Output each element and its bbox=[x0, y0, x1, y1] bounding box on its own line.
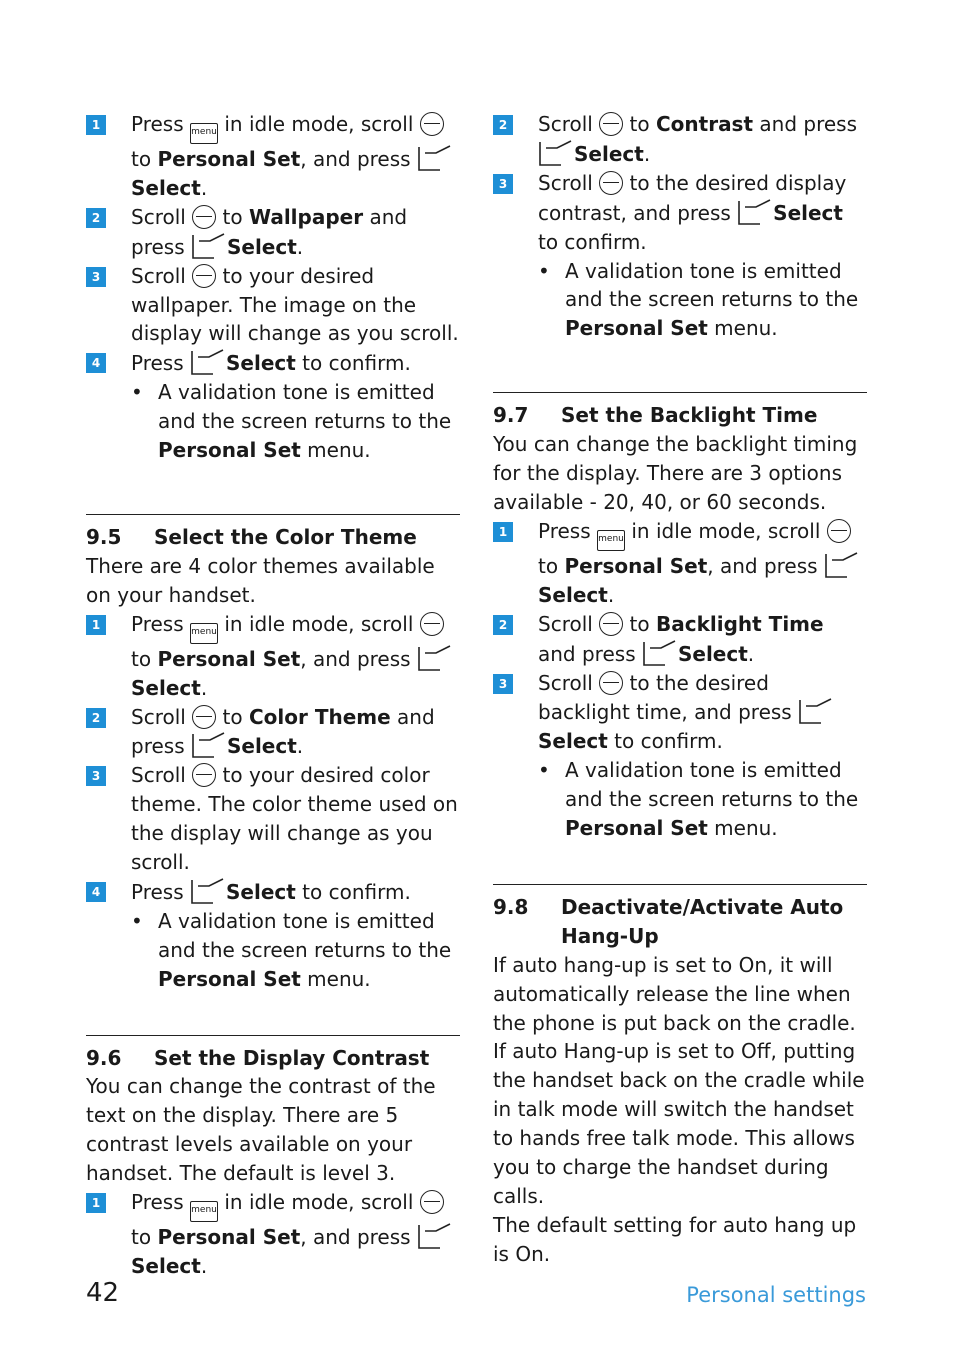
step-4-color: 4 Press Select to confirm. bbox=[86, 877, 460, 907]
bullet-validation: • A validation tone is emitted and the screen returns to the Personal Set menu. bbox=[538, 758, 859, 841]
nav-key-icon bbox=[192, 205, 216, 229]
section-heading: 9.6 Set the Display Contrast bbox=[86, 1045, 430, 1070]
nav-key-icon bbox=[420, 1190, 444, 1214]
paragraph-auto-hangup-on: If auto hang-up is set to On, it will automatically release the line when the phone is put back on the cradle. bbox=[493, 952, 856, 1035]
right-column bbox=[493, 110, 867, 1269]
nav-key-icon bbox=[420, 612, 444, 636]
step-number: 3 bbox=[86, 267, 106, 287]
softkey-icon bbox=[190, 877, 226, 905]
nav-key-icon bbox=[599, 112, 623, 136]
nav-key-icon bbox=[599, 612, 623, 636]
softkey-icon bbox=[417, 644, 453, 672]
section-intro: You can change the contrast of the text on the display. There are 5 contrast levels available on your handset. The default is level 3. bbox=[86, 1074, 436, 1186]
softkey-icon bbox=[538, 139, 574, 167]
nav-key-icon bbox=[599, 171, 623, 195]
section-intro: There are 4 color themes available on your handset. bbox=[86, 553, 435, 607]
section-9-8 bbox=[493, 884, 867, 1269]
paragraph-default-setting: The default setting for auto hang up is On. bbox=[493, 1212, 857, 1266]
left-column bbox=[86, 110, 460, 1281]
softkey-icon bbox=[190, 348, 226, 376]
step-3-wallpaper: 3 Scroll to your desired wallpaper. The image on the display will change as you scroll. bbox=[86, 262, 460, 349]
bullet-validation: • A validation tone is emitted and the screen returns to the Personal Set menu. bbox=[131, 380, 452, 463]
bullet-validation: • A validation tone is emitted and the screen returns to the Personal Set menu. bbox=[131, 908, 452, 991]
softkey-icon bbox=[417, 144, 453, 172]
step-1-backlight: 1 Press menu in idle mode, scroll to Personal Set, and press Select. bbox=[493, 517, 867, 610]
step-number: 3 bbox=[86, 766, 106, 786]
step-2-color: 2 Scroll to Color Theme and press Select. bbox=[86, 703, 460, 762]
nav-key-icon bbox=[192, 264, 216, 288]
section-9-6 bbox=[86, 1035, 460, 1281]
softkey-icon bbox=[417, 1222, 453, 1250]
nav-key-icon bbox=[192, 705, 216, 729]
section-intro: You can change the backlight timing for the display. There are 3 options available - 20, 40, or 60 seconds. bbox=[493, 432, 858, 514]
page-number: 42 bbox=[86, 1278, 120, 1308]
step-3-color: 3 Scroll to your desired color theme. The color theme used on the display will change as you scroll. bbox=[86, 761, 460, 877]
nav-key-icon bbox=[192, 763, 216, 787]
step-3-backlight: 3 Scroll to the desired backlight time, and press Select to confirm. bbox=[493, 669, 867, 757]
step-1-color: 1 Press menu in idle mode, scroll to Personal Set, and press Select. bbox=[86, 610, 460, 703]
step-2-wallpaper: 2 Scroll to Wallpaper and press Select. bbox=[86, 203, 460, 262]
step-number: 2 bbox=[86, 208, 106, 228]
step-number: 2 bbox=[493, 615, 513, 635]
step-number: 2 bbox=[493, 115, 513, 135]
section-heading: 9.8 Deactivate/Activate Auto Hang-Up bbox=[493, 894, 844, 948]
step-2-backlight: 2 Scroll to Backlight Time and press Select. bbox=[493, 610, 867, 669]
bullet-dot: • bbox=[131, 908, 143, 933]
step-1-contrast: 1 Press menu in idle mode, scroll to Personal Set, and press Select. bbox=[86, 1188, 460, 1281]
step-number: 1 bbox=[493, 522, 513, 542]
menu-key-icon: menu bbox=[190, 123, 218, 144]
menu-key-icon: menu bbox=[597, 530, 625, 551]
softkey-icon bbox=[798, 697, 834, 725]
section-9-5 bbox=[86, 514, 460, 994]
step-1-wallpaper: 1 Press menu in idle mode, scroll to Personal Set, and press Select. bbox=[86, 110, 460, 203]
nav-key-icon bbox=[420, 112, 444, 136]
step-number: 1 bbox=[86, 115, 106, 135]
bullet-dot: • bbox=[538, 758, 550, 783]
section-9-7 bbox=[493, 392, 867, 843]
step-number: 4 bbox=[86, 353, 106, 373]
softkey-icon bbox=[737, 198, 773, 226]
step-3-contrast: 3 Scroll to the desired display contrast, and press Select to confirm. bbox=[493, 169, 867, 257]
footer-section-title: Personal settings bbox=[686, 1283, 866, 1307]
bullet-dot: • bbox=[131, 380, 143, 405]
section-heading: 9.7 Set the Backlight Time bbox=[493, 403, 818, 428]
softkey-icon bbox=[191, 731, 227, 759]
step-number: 2 bbox=[86, 708, 106, 728]
menu-key-icon: menu bbox=[190, 623, 218, 644]
step-4-wallpaper: 4 Press Select to confirm. bbox=[86, 348, 460, 378]
paragraph-auto-hangup-off: If auto Hang-up is set to Off, putting the handset back on the cradle while in talk mode will switch the handset to hands free talk mode. This allows you to charge the handset during calls. bbox=[493, 1039, 865, 1208]
step-number: 1 bbox=[86, 615, 106, 635]
nav-key-icon bbox=[599, 671, 623, 695]
section-heading: 9.5 Select the Color Theme bbox=[86, 524, 417, 549]
step-number: 1 bbox=[86, 1193, 106, 1213]
bullet-validation: • A validation tone is emitted and the screen returns to the Personal Set menu. bbox=[538, 258, 859, 341]
softkey-icon bbox=[191, 232, 227, 260]
step-number: 3 bbox=[493, 174, 513, 194]
softkey-icon bbox=[824, 551, 860, 579]
step-number: 3 bbox=[493, 674, 513, 694]
bullet-dot: • bbox=[538, 258, 550, 283]
step-2-contrast: 2 Scroll to Contrast and press Select. bbox=[493, 110, 867, 169]
nav-key-icon bbox=[827, 519, 851, 543]
menu-key-icon: menu bbox=[190, 1201, 218, 1222]
softkey-icon bbox=[642, 639, 678, 667]
step-number: 4 bbox=[86, 882, 106, 902]
